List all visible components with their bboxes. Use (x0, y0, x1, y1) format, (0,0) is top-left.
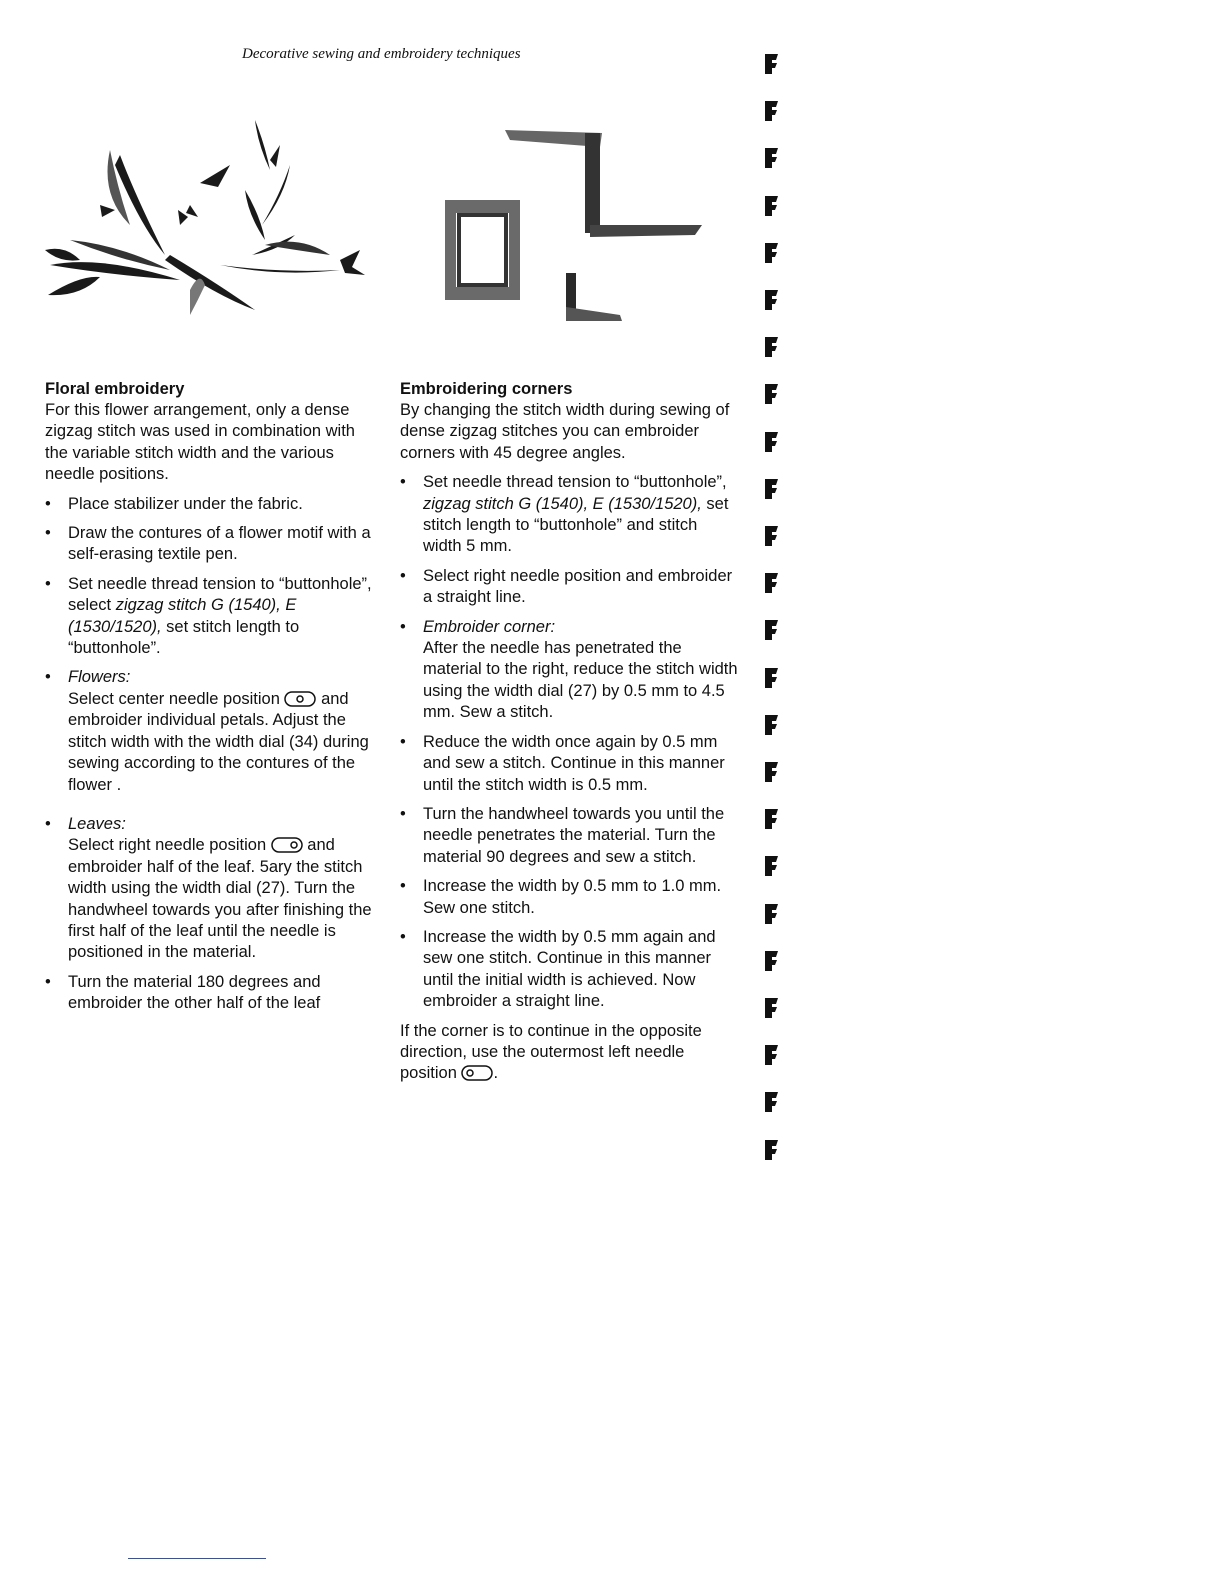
list-item: • Set needle thread tension to “buttonhole”, zigzag stitch G (1540), E (1530/1520), set stitch length to “buttonhole” and stitch width 5 mm. (400, 472, 740, 558)
center-needle-position-icon (284, 691, 316, 707)
tab-mark-icon (762, 807, 784, 831)
corner-embroidery-illustration (440, 125, 710, 325)
tab-mark-icon (762, 618, 784, 642)
tab-mark-icon (762, 477, 784, 501)
tab-mark-icon (762, 949, 784, 973)
floral-intro: For this flower arrangement, only a dense zigzag stitch was used in combination with the variable stitch width and the various needle positions. (45, 401, 355, 484)
list-item: • Increase the width by 0.5 mm to 1.0 mm. Sew one stitch. (400, 876, 740, 919)
list-item: • Select right needle position and embroider a straight line. (400, 566, 740, 609)
tab-mark-icon (762, 52, 784, 76)
embroidering-corners-heading: Embroidering corners (400, 380, 573, 398)
tab-mark-icon (762, 146, 784, 170)
list-item: • Turn the material 180 degrees and embroider the other half of the leaf (45, 972, 380, 1015)
floral-embroidery-heading: Floral embroidery (45, 380, 185, 398)
running-header: Decorative sewing and embroidery techniques (242, 46, 521, 62)
floral-steps (45, 494, 380, 1015)
tab-mark-icon (762, 996, 784, 1020)
tab-mark-icon (762, 288, 784, 312)
floral-embroidery-section (45, 378, 380, 1023)
list-item: • Turn the handwheel towards you until the needle penetrates the material. Turn the material 90 degrees and sew a stitch. (400, 804, 740, 868)
tab-mark-icon (762, 241, 784, 265)
floral-embroidery-illustration (40, 105, 380, 335)
embroidering-corners-section (400, 378, 740, 1085)
tab-mark-icon (762, 194, 784, 218)
tab-mark-icon (762, 1090, 784, 1114)
list-item: • Increase the width by 0.5 mm again and sew one stitch. Continue in this manner until the initial width is achieved. Now embroider a straight line. (400, 927, 740, 1013)
list-item: • Draw the contures of a flower motif with a self-erasing textile pen. (45, 523, 380, 566)
tab-mark-icon (762, 1043, 784, 1067)
list-item: • Place stabilizer under the fabric. (45, 494, 380, 515)
tab-mark-icon (762, 713, 784, 737)
tab-mark-icon (762, 382, 784, 406)
corners-outro: If the corner is to continue in the opposite direction, use the outermost left needle position . (400, 1021, 702, 1083)
page-edge-tab-marks (762, 52, 792, 1172)
footer-rule (128, 1558, 266, 1559)
list-item: • Reduce the width once again by 0.5 mm and sew a stitch. Continue in this manner until the stitch width is 0.5 mm. (400, 732, 740, 796)
right-needle-position-icon (271, 837, 303, 853)
list-item: • Flowers: Select center needle position and embroider individual petals. Adjust the stitch width with the width dial (34) during sewing according to the contures of the flower . (45, 667, 380, 795)
tab-mark-icon (762, 430, 784, 454)
tab-mark-icon (762, 524, 784, 548)
tab-mark-icon (762, 902, 784, 926)
corners-intro: By changing the stitch width during sewing of dense zigzag stitches you can embroider corners with 45 degree angles. (400, 401, 730, 462)
list-item: • Embroider corner: After the needle has penetrated the material to the right, reduce the stitch width using the width dial (27) by 0.5 mm to 4.5 mm. Sew a stitch. (400, 617, 740, 724)
tab-mark-icon (762, 854, 784, 878)
tab-mark-icon (762, 571, 784, 595)
left-needle-position-icon (461, 1065, 493, 1081)
list-item: • Leaves: Select right needle position and embroider half of the leaf. 5ary the stitch width using the width dial (27). Turn the handwheel towards you after finishing the first half of the leaf until the needle is positioned in the material. (45, 814, 380, 964)
tab-mark-icon (762, 335, 784, 359)
tab-mark-icon (762, 760, 784, 784)
tab-mark-icon (762, 666, 784, 690)
tab-mark-icon (762, 1138, 784, 1162)
corners-steps (400, 472, 740, 1012)
tab-mark-icon (762, 99, 784, 123)
list-item: • Set needle thread tension to “buttonhole”, select zigzag stitch G (1540), E (1530/1520), set stitch length to “buttonhole”. (45, 574, 380, 660)
